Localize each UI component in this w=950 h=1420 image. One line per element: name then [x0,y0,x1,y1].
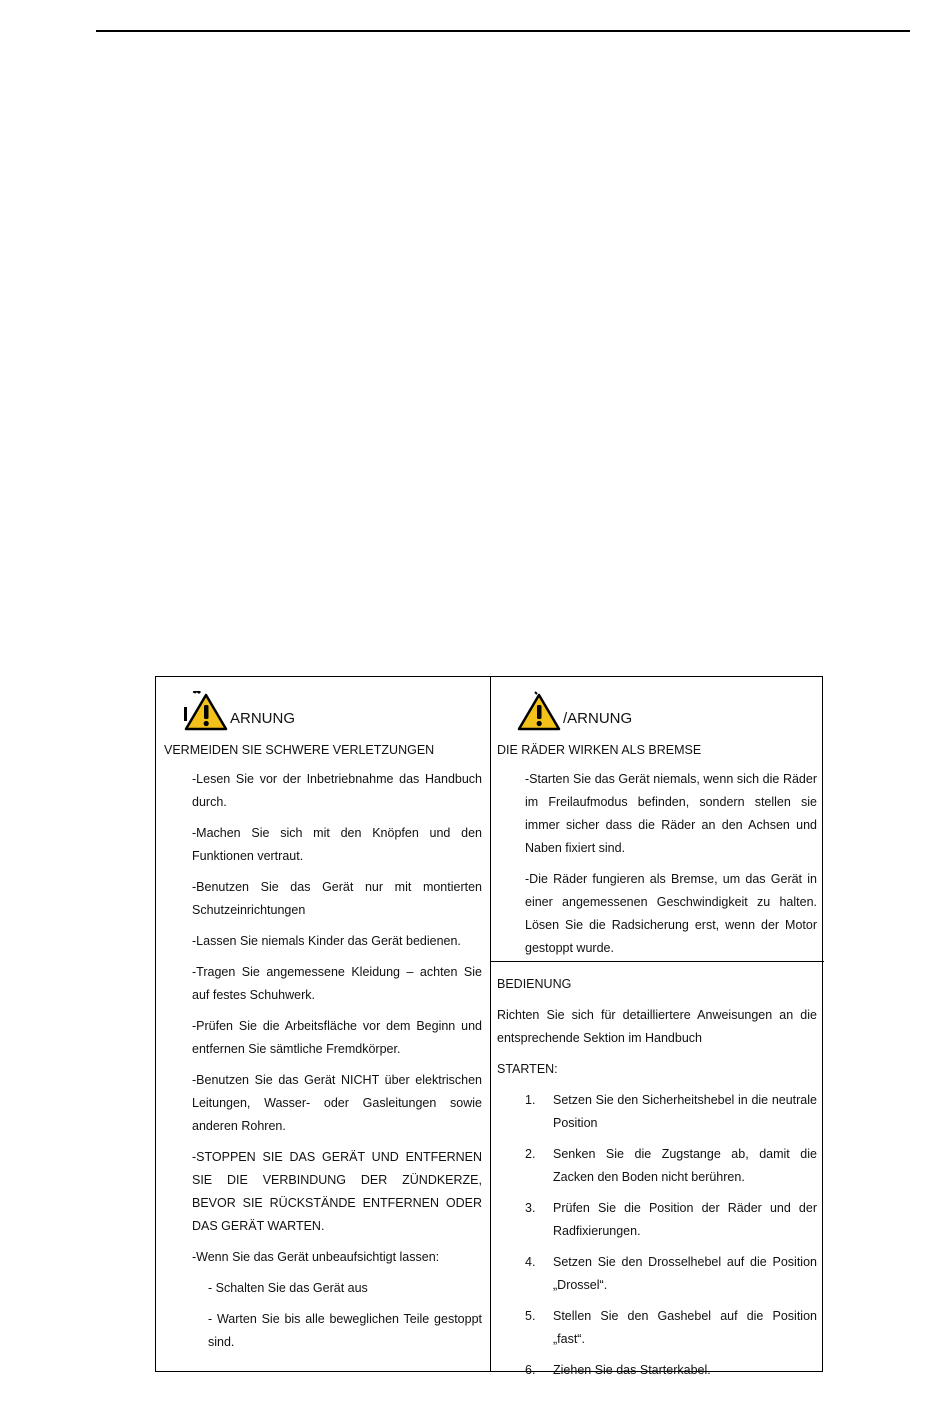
list-subitem: - Schalten Sie das Gerät aus [208,1281,368,1295]
safety-panel [155,676,823,1377]
warning-left-section [164,683,482,1362]
operation-intro: Richten Sie sich für detailliertere Anweisungen an die entsprechende Sektion im Handbuch [497,1008,817,1045]
list-item: -Prüfen Sie die Arbeitsfläche vor dem Beginn und entfernen Sie sämtliche Fremdkörper. [192,1019,482,1056]
warning-right-section [497,683,817,968]
step-text: Stellen Sie den Gashebel auf die Position „fast“. [553,1309,817,1346]
list-item: -STOPPEN SIE DAS GERÄT UND ENTFERNEN SIE DIE VERBINDUNG DER ZÜNDKERZE, BEVOR SIE RÜCKSTÄNDE ENTFERNEN ODER DAS GERÄT WARTEN. [192,1150,482,1233]
step-text: Ziehen Sie das Starterkabel. [553,1363,711,1377]
step-number: 1. [525,1093,536,1107]
warning-left-header [164,683,482,735]
start-label: STARTEN: [497,1062,558,1076]
list-item: -Lassen Sie niemals Kinder das Gerät bedienen. [192,934,461,948]
step-text: Setzen Sie den Sicherheitshebel in die neutrale Position [553,1093,817,1130]
list-item: -Tragen Sie angemessene Kleidung – achten Sie auf festes Schuhwerk. [192,965,482,1002]
step-text: Senken Sie die Zugstange ab, damit die Zacken den Boden nicht berühren. [553,1147,817,1184]
step-item [497,1359,817,1382]
list-item: -Benutzen Sie das Gerät NICHT über elektrischen Leitungen, Wasser- oder Gasleitungen sowie anderen Rohren. [192,1073,482,1133]
warning-right-subtitle: DIE RÄDER WIRKEN ALS BREMSE [497,743,702,757]
operation-title: BEDIENUNG [497,977,572,991]
warning-right-title: /ARNUNG [563,710,633,727]
step-item [497,1251,817,1297]
operation-section [497,969,817,1390]
list-item: -Starten Sie das Gerät niemals, wenn sich die Räder im Freilaufmodus befinden, sondern stellen sie immer sicher dass die Räder an den Achsen und Naben fixiert sind. [525,772,817,855]
list-item: -Benutzen Sie das Gerät nur mit montierten Schutzeinrichtungen [192,880,482,917]
step-text: Prüfen Sie die Position der Räder und der Radfixierungen. [553,1201,817,1238]
start-steps [497,1089,817,1382]
header-rule [96,30,910,32]
step-item [497,1089,817,1135]
step-number: 4. [525,1255,536,1269]
list-item: -Lesen Sie vor der Inbetriebnahme das Handbuch durch. [192,772,482,809]
warning-triangle-icon [184,691,228,731]
step-item [497,1305,817,1351]
warning-right-header [497,683,817,735]
list-subitem: - Warten Sie bis alle beweglichen Teile gestoppt sind. [208,1312,482,1349]
step-text: Setzen Sie den Drosselhebel auf die Position „Drossel“. [553,1255,817,1292]
list-item: -Machen Sie sich mit den Knöpfen und den Funktionen vertraut. [192,826,482,863]
step-item [497,1197,817,1243]
warning-left-subtitle: VERMEIDEN SIE SCHWERE VERLETZUNGEN [164,743,435,757]
step-number: 6. [525,1363,536,1377]
column-divider [490,677,491,1371]
list-item: -Die Räder fungieren als Bremse, um das Gerät in einer angemessenen Geschwindigkeit zu halten. Lösen Sie die Radsicherung erst, wenn der Motor gestoppt wurde. [525,872,817,955]
warning-triangle-icon [517,691,561,731]
step-number: 2. [525,1147,536,1161]
warning-left-title: ARNUNG [230,710,296,727]
list-item: -Wenn Sie das Gerät unbeaufsichtigt lassen: [192,1250,440,1264]
step-number: 3. [525,1201,536,1215]
step-item [497,1143,817,1189]
step-number: 5. [525,1309,536,1323]
